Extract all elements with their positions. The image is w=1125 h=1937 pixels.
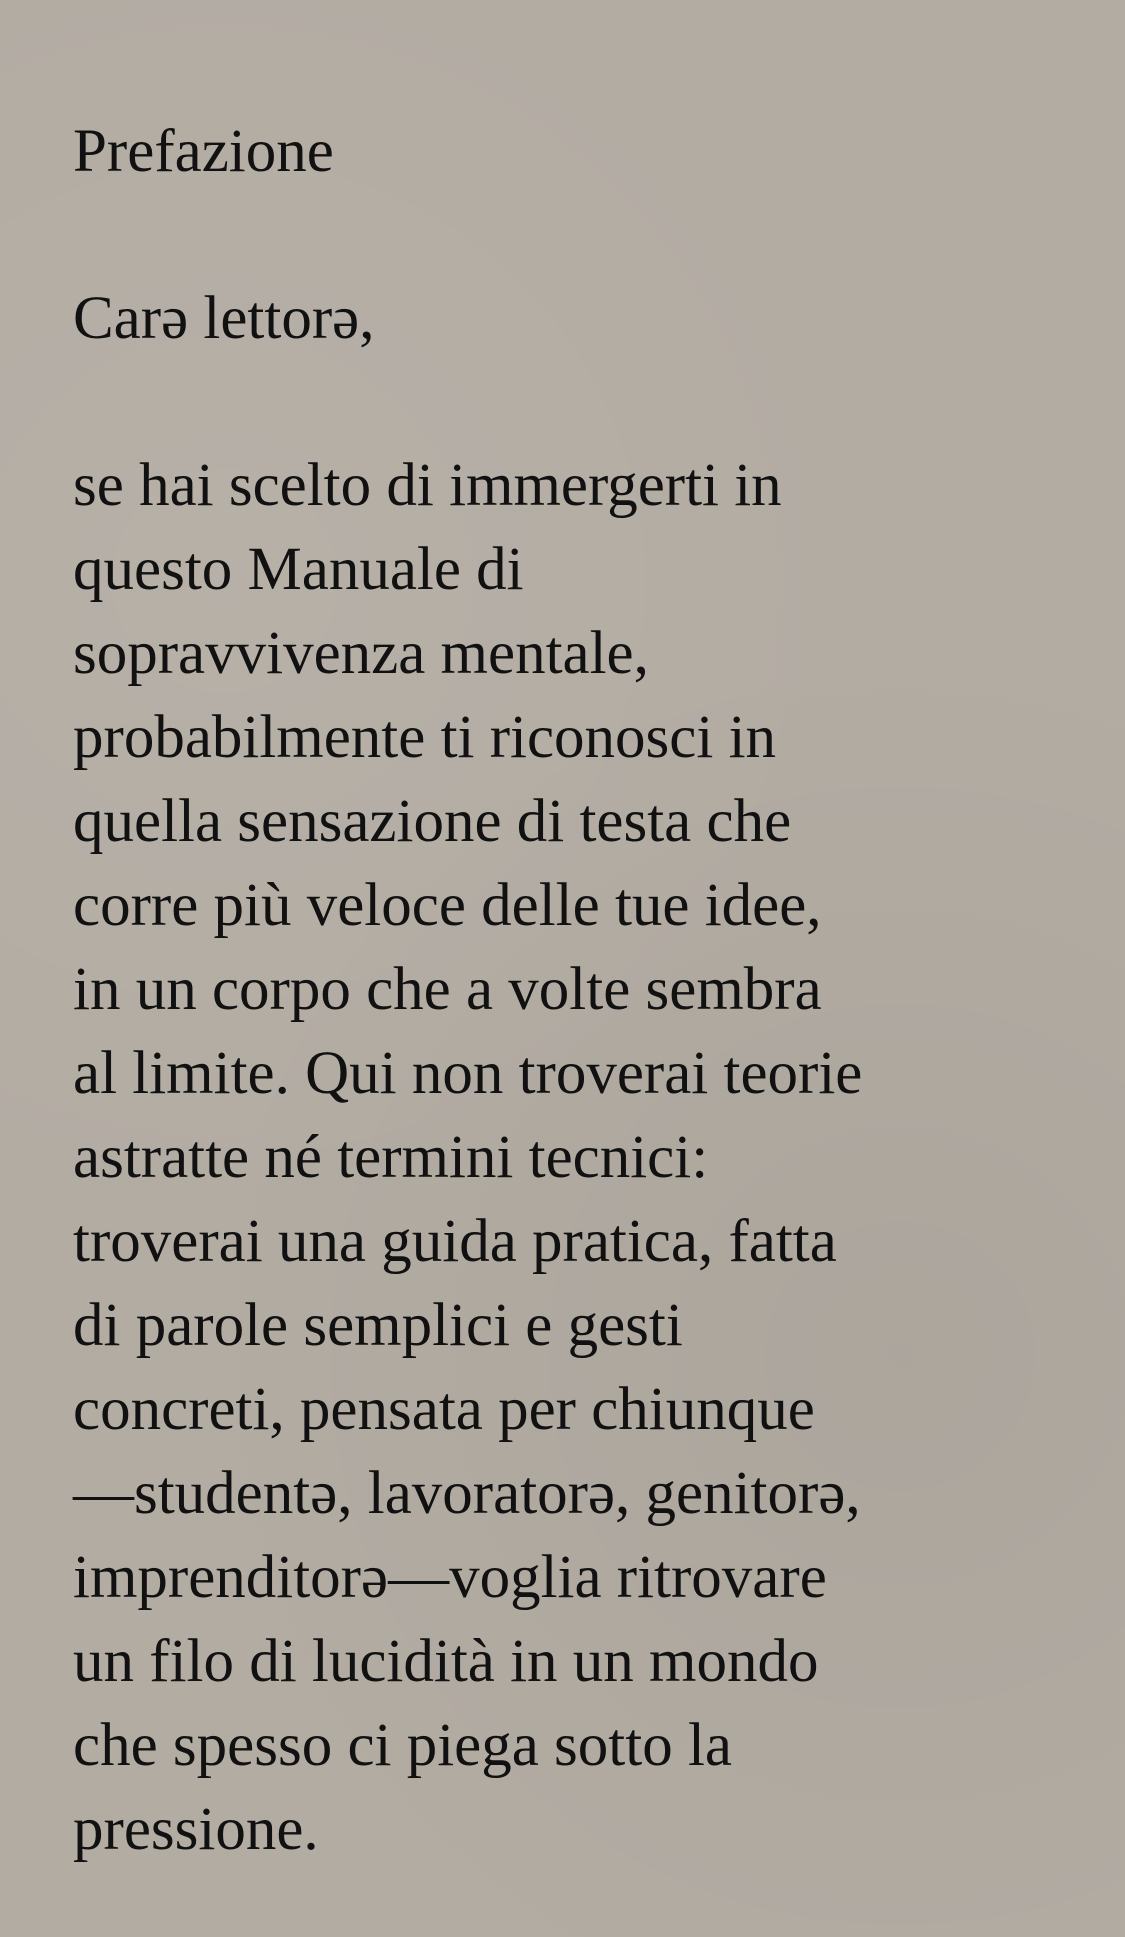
body-line: concreti, pensata per chiunque: [73, 1376, 815, 1443]
body-line: un filo di lucidità in un mondo: [73, 1628, 819, 1695]
body-line: corre più veloce delle tue idee,: [73, 872, 822, 939]
body-line: troverai una guida pratica, fatta: [73, 1208, 837, 1275]
body-line: imprenditorə—voglia ritrovare: [73, 1544, 827, 1611]
body-line: questo Manuale di: [73, 536, 524, 603]
body-line: al limite. Qui non troverai teorie: [73, 1040, 863, 1107]
body-paragraph: [73, 444, 1065, 1872]
body-line: sopravvivenza mentale,: [73, 620, 649, 687]
body-line: che spesso ci piega sotto la: [73, 1712, 732, 1779]
body-line: probabilmente ti riconosci in: [73, 704, 777, 771]
body-line: in un corpo che a volte sembra: [73, 956, 822, 1023]
body-line: di parole semplici e gesti: [73, 1292, 683, 1359]
body-line: quella sensazione di testa che: [73, 788, 792, 855]
body-line: astratte né termini tecnici:: [73, 1124, 709, 1191]
salutation: Carə lettorə,: [73, 285, 375, 352]
body-line: se hai scelto di immergerti in: [73, 452, 782, 519]
page-title: Prefazione: [73, 118, 334, 185]
body-line: —studentə, lavoratorə, genitorə,: [73, 1460, 861, 1527]
body-line: pressione.: [73, 1796, 319, 1863]
